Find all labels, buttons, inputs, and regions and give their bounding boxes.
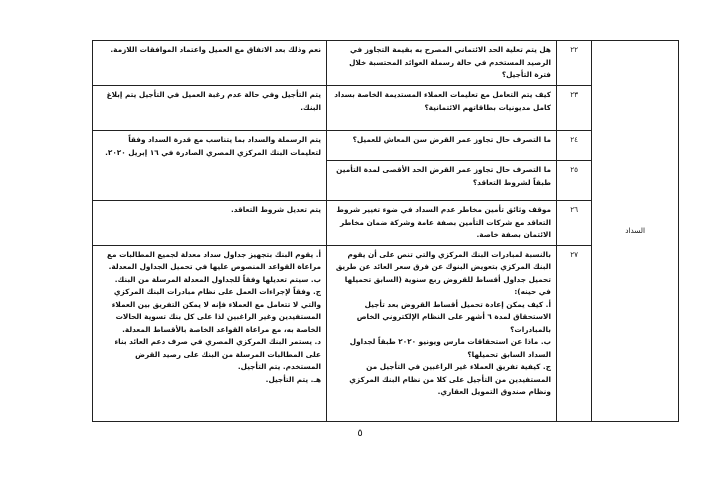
answer-item: هـ. يتم التأجيل.: [265, 374, 322, 384]
answer-item: د. يستمر البنك المركزي المصري في صرف دعم العائد بناء على المطالبات المرسلة من البنك على رصيد القرض المستخدم. يتم التأجيل.: [114, 337, 322, 371]
table-row: [93, 201, 679, 246]
question-cell: ما التصرف حال تجاوز عمر القرض سن المعاش للعميل؟: [327, 131, 557, 161]
table-row: [93, 131, 679, 161]
question-cell: ما التصرف حال تجاوز عمر القرض الحد الأقصى لمدة التأمين طبقاً لشروط التعاقد؟: [327, 161, 557, 201]
row-number: ٢٢: [556, 41, 591, 86]
row-number: ٢٤: [556, 131, 591, 161]
answer-item: ج. وفقاً لإجراءات العمل على نظام مبادرات البنك المركزي والتي لا تتعامل مع العملاء فإنه لا يمكن التفريق بين العملاء المستفيدين وغير الراغبين لذا على كل بنك تسوية الحالات الخاصة به، مع مراعاة القواعد الخاصة بالأقساط المعدلة.: [111, 287, 322, 334]
faq-table: [92, 40, 679, 422]
question-item: ب. ماذا عن استحقاقات مارس ويونيو ٢٠٢٠ طبقاً لجداول السداد السابق تحميلها؟: [349, 337, 551, 359]
row-number: ٢٧: [556, 245, 591, 421]
question-cell: كيف يتم التعامل مع تعليمات العملاء المستديمة الخاصة بسداد كامل مديونيات بطاقاتهم الائتمانية؟: [327, 86, 557, 131]
answer-cell: يتم التأجيل وفي حالة عدم رغبة العميل في التأجيل يتم إبلاغ البنك.: [93, 86, 327, 131]
answer-cell: [93, 245, 327, 421]
page-number: ٥: [357, 428, 363, 439]
row-number: ٢٥: [556, 161, 591, 201]
question-item: أ. كيف يمكن إعادة تحميل أقساط القروض بعد تأجيل الاستحقاق لمدة ٦ أشهر على النظام الإلكتروني الخاص بالمبادرات؟: [356, 299, 551, 334]
question-item: ج. كيفية تفريق العملاء غير الراغبين في التأجيل من المستفيدين من التأجيل على كلا من نظام البنك المركزي ونظام صندوق التمويل العقاري.: [349, 362, 551, 396]
answer-item: أ. يقوم البنك بتجهيز جداول سداد معدلة لجميع المطالبات مع مراعاة القواعد المنصوص عليها في تحميل الجداول المعدلة.: [107, 249, 322, 271]
section-label-cell: [592, 41, 679, 422]
answer-cell: يتم الرسملة والسداد بما يتناسب مع قدرة السداد وفقاً لتعليمات البنك المركزي المصري الصادرة في ١٦ إبريل ٢٠٢٠.: [93, 131, 327, 201]
answer-cell: نعم وذلك بعد الاتفاق مع العميل واعتماد الموافقات اللازمة.: [93, 41, 327, 86]
row-number: ٢٦: [556, 201, 591, 246]
answer-cell: يتم تعديل شروط التعاقد.: [93, 201, 327, 246]
table-row: [93, 245, 679, 421]
table-row: [93, 86, 679, 131]
answer-item: ب. سيتم تعديلها وفقاً للجداول المعدلة المرسلة من البنك.: [114, 274, 322, 284]
question-intro: بالنسبة لمبادرات البنك المركزي والتي تنص على أن يقوم البنك المركزي بتعويض البنوك عن فرق سعر العائد عن طريق تحميل جداول أقساط للقروض ربع سنوية (السابق تحميلها في حينه):: [335, 249, 551, 296]
section-label: السداد: [625, 225, 646, 235]
row-number: ٢٣: [556, 86, 591, 131]
table-row: [93, 41, 679, 86]
question-cell: موقف وثائق تأمين مخاطر عدم السداد في ضوء تغيير شروط التعاقد مع شركات التأمين بصفة عامة وشركة ضمان مخاطر الائتمان بصفة خاصة.: [327, 201, 557, 246]
question-cell: هل يتم تعلية الحد الائتماني المصرح به بقيمة التجاوز في الرصيد المستخدم في حالة رسملة العوائد المحتسبة خلال فترة التأجيل؟: [327, 41, 557, 86]
question-cell: [327, 245, 557, 421]
